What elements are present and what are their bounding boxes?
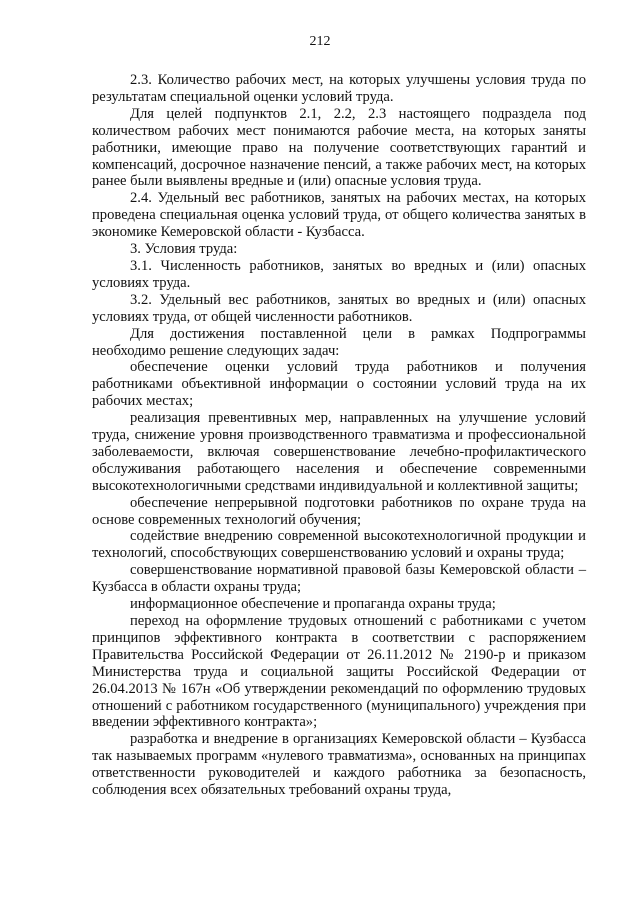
paragraph-2-4: 2.4. Удельный вес работников, занятых на рабочих местах, на которых проведена специальная оценка условий труда, от общего количества занятых в экономике Кемеровской области - Кузбасса.: [92, 190, 586, 241]
paragraph-3-1: 3.1. Численность работников, занятых во вредных и (или) опасных условиях труда.: [92, 257, 586, 291]
paragraph-tasks-intro: Для достижения поставленной цели в рамках Подпрограммы необходимо решение следующих задач:: [92, 325, 586, 359]
paragraph-3-2: 3.2. Удельный вес работников, занятых во вредных и (или) опасных условиях труда, от общей численности работников.: [92, 291, 586, 325]
section-heading-3: 3. Условия труда:: [130, 241, 238, 258]
document-body: [92, 72, 586, 799]
task-item-preventive-measures: реализация превентивных мер, направленных на улучшение условий труда, снижение уровня производственного травматизма и профессиональной заболеваемости, включая совершенствование лечебно-профилактического обслуживания работающего населения и обеспечение современными высокотехнологичными средствами индивидуальной и коллективной защиты;: [92, 410, 586, 494]
paragraph-definition: Для целей подпунктов 2.1, 2.2, 2.3 настоящего подраздела под количеством рабочих мест понимаются рабочие места, на которых заняты работники, имеющие право на получение соответствующих гарантий и компенсаций, досрочное назначение пенсий, а также рабочих мест, на которых ранее были выявлены вредные и (или) опасные условия труда.: [92, 105, 586, 190]
task-item-assessment: обеспечение оценки условий труда работников и получения работниками объективной информации о состоянии условий труда на их рабочих местах;: [92, 359, 586, 410]
task-item-regulatory-base: совершенствование нормативной правовой базы Кемеровской области – Кузбасса в области охраны труда;: [92, 562, 586, 596]
paragraph-2-3: 2.3. Количество рабочих мест, на которых улучшены условия труда по результатам специальной оценки условий труда.: [92, 72, 586, 105]
task-item-zero-injury: разработка и внедрение в организациях Кемеровской области – Кузбасса так называемых программ «нулевого травматизма», основанных на принципах ответственности руководителей и каждого работника за безопасность, соблюдения всех обязательных требований охраны труда,: [92, 731, 586, 799]
page-number: 212: [309, 34, 331, 49]
task-item-information: информационное обеспечение и пропаганда охраны труда;: [130, 596, 496, 613]
task-item-technology: содействие внедрению современной высокотехнологичной продукции и технологий, способствующих совершенствованию условий и охраны труда;: [92, 528, 586, 562]
task-item-training: обеспечение непрерывной подготовки работников по охране труда на основе современных технологий обучения;: [92, 494, 586, 528]
task-item-effective-contract: переход на оформление трудовых отношений с работниками с учетом принципов эффективного контракта в соответствии с распоряжением Правительства Российской Федерации от 26.11.2012 № 2190-р и приказом Министерства труда и социальной защиты Российской Федерации от 26.04.2013 № 167н «Об утверждении рекомендаций по оформлению трудовых отношений с работником государственного (муниципального) учреждения при введении эффективного контракта»;: [92, 613, 586, 731]
